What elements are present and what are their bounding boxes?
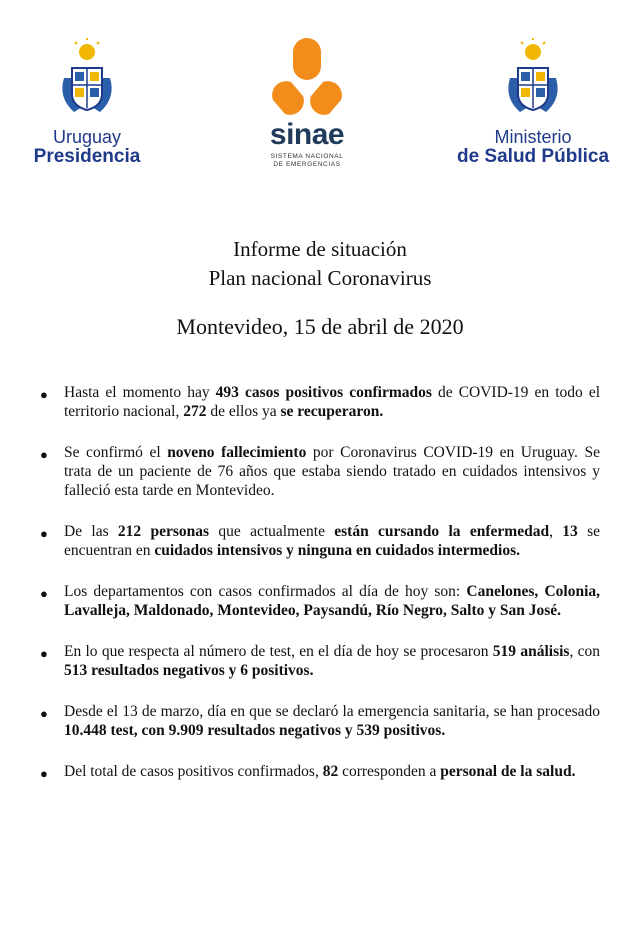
bullet-text: que actualmente	[209, 523, 335, 540]
bullet-text: Del total de casos positivos confirmados,	[64, 763, 323, 780]
bullet-text: por Coronavirus COVID-19 en Uruguay. Se trata de un paciente de 76 años que estaba siendo tratado en cuidados intensivos y falleció esta tarde en Montevideo.	[64, 444, 600, 499]
bullet-bold-text: cuidados intensivos y ninguna en cuidados intermedios.	[154, 542, 521, 559]
presidencia-logo	[28, 38, 146, 167]
report-date: Montevideo, 15 de abril de 2020	[176, 314, 464, 339]
bullet-text: Se confirmó el	[64, 444, 168, 461]
bullet-text: de COVID-19 en todo el territorio nacional,	[64, 384, 601, 420]
bullet-item	[38, 642, 600, 680]
uruguay-coat-of-arms-icon	[28, 38, 146, 118]
bullet-bold-text: 513 resultados negativos y 6 positivos.	[64, 662, 314, 679]
logo-right-line1: Ministerio	[494, 127, 572, 147]
logo-left-line1: Uruguay	[52, 127, 122, 147]
bullet-bold-text: 13	[562, 523, 578, 540]
bullet-dot-icon: ●	[40, 646, 48, 661]
bullet-text: Desde el 13 de marzo, día en que se declaró la emergencia sanitaria, se han procesado	[64, 703, 600, 720]
sinae-sub-line1: SISTEMA NACIONAL	[270, 153, 344, 160]
bullet-text: se encuentran en	[64, 523, 601, 559]
bullet-item	[38, 522, 600, 560]
bullet-text: corresponden a	[338, 763, 441, 780]
bullet-text: , con	[569, 643, 600, 660]
sinae-logo-icon	[255, 38, 359, 118]
bullet-bold-text: 212 personas	[117, 523, 210, 540]
bullet-bold-text: Canelones, Colonia, Lavalleja, Maldonado, Montevideo, Paysandú, Río Negro, Salto y San José.	[64, 583, 600, 619]
bullet-dot-icon: ●	[40, 586, 48, 601]
bullet-dot-icon: ●	[40, 387, 48, 402]
bullet-bold-text: 10.448 test, con 9.909 resultados negativos y 539 positivos.	[64, 722, 446, 739]
bullet-text: Hasta el momento hay	[64, 384, 216, 401]
sinae-wordmark: sinae	[269, 118, 345, 151]
bullet-item	[38, 762, 600, 781]
msp-logo	[450, 38, 616, 167]
bullet-text: de ellos ya	[206, 403, 281, 420]
report-subtitle: Plan nacional Coronavirus	[208, 266, 432, 290]
sinae-logo	[255, 38, 359, 169]
bullet-bold-text: se recuperaron.	[280, 403, 384, 420]
bullet-bold-text: noveno fallecimiento	[167, 444, 307, 461]
bullet-item	[38, 702, 600, 740]
sinae-sub-line2: DE EMERGENCIAS	[273, 160, 341, 168]
bullet-bold-text: 519 análisis	[492, 643, 570, 660]
bullet-item	[38, 582, 600, 620]
situation-bullet-list	[38, 383, 600, 803]
uruguay-coat-of-arms-icon	[450, 38, 616, 118]
bullet-bold-text: 493 casos positivos confirmados	[215, 384, 432, 401]
bullet-dot-icon: ●	[40, 766, 48, 781]
logo-left-line2: Presidencia	[33, 145, 141, 167]
bullet-text: De las	[64, 523, 118, 540]
report-title: Informe de situación	[233, 237, 407, 261]
bullet-item	[38, 383, 600, 421]
bullet-item	[38, 443, 600, 500]
bullet-bold-text: 82	[322, 763, 339, 780]
bullet-dot-icon: ●	[40, 447, 48, 462]
bullet-text: Los departamentos con casos confirmados al día de hoy son:	[64, 583, 467, 600]
bullet-bold-text: 272	[183, 403, 207, 420]
bullet-text: ,	[549, 523, 563, 540]
bullet-dot-icon: ●	[40, 526, 48, 541]
bullet-bold-text: personal de la salud.	[440, 763, 576, 780]
logo-right-line2: de Salud Pública	[456, 145, 610, 167]
bullet-bold-text: están cursando la enfermedad	[334, 523, 550, 540]
bullet-dot-icon: ●	[40, 706, 48, 721]
bullet-text: En lo que respecta al número de test, en el día de hoy se procesaron	[64, 643, 493, 660]
